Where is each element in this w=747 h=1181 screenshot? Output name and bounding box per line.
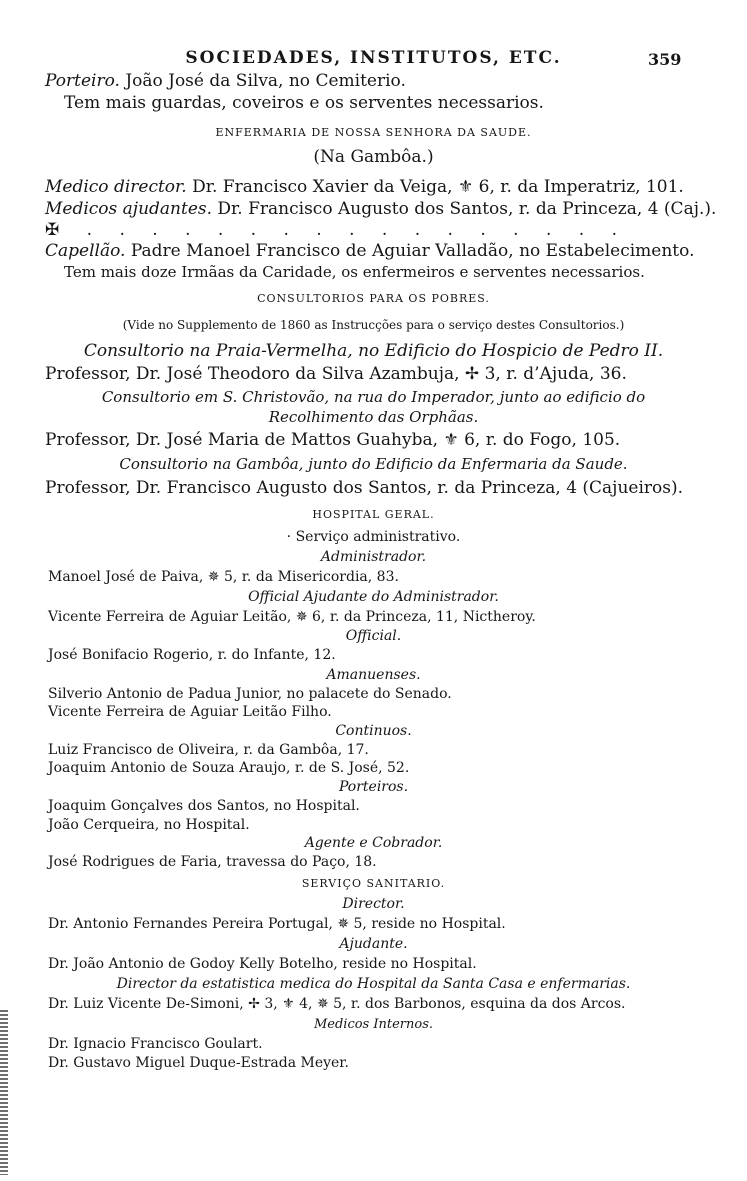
- medico-director-text: Dr. Francisco Xavier da Veiga,: [192, 177, 453, 197]
- staff-entry: João Cerqueira, no Hospital.: [48, 817, 250, 833]
- role-label: Official.: [345, 628, 402, 644]
- guardas-line: Tem mais guardas, coveiros e os serventes necessarios.: [64, 93, 544, 113]
- scan-binding-edge: [0, 1010, 8, 1175]
- capellao-text: Padre Manoel Francisco de Aguiar Valladão, no Estabelecimento.: [130, 241, 695, 261]
- staff-entry: Dr. Ignacio Francisco Goulart.: [48, 1036, 263, 1052]
- role-label: Agente e Cobrador.: [304, 835, 443, 851]
- role-label: Porteiros.: [338, 779, 409, 795]
- role-label: Official Ajudante do Administrador.: [248, 589, 499, 605]
- staff-entry: José Rodrigues de Faria, travessa do Paço, 18.: [48, 854, 377, 870]
- medicos-ajudantes-label: Medicos ajudantes.: [45, 199, 213, 219]
- consultorio-title-cont: Recolhimento das Orphãas.: [268, 408, 479, 426]
- enfermaria-heading: ENFERMARIA DE NOSSA SENHORA DA SAUDE.: [215, 126, 532, 139]
- medico-director-line: [45, 179, 684, 196]
- consultorios-note: (Vide no Supplemento de 1860 as Instrucções para o serviço destes Consultorios.): [122, 318, 625, 332]
- staff-entry: Dr. João Antonio de Godoy Kelly Botelho, reside no Hospital.: [48, 956, 477, 972]
- staff-entry: Silverio Antonio de Padua Junior, no palacete do Senado.: [48, 686, 452, 702]
- capellao-label: Capellão.: [45, 241, 126, 261]
- role-label: Administrador.: [320, 549, 427, 565]
- staff-entry: Dr. Gustavo Miguel Duque-Estrada Meyer.: [48, 1055, 349, 1071]
- role-label: Amanuenses.: [326, 667, 421, 683]
- role-label: Continuos.: [335, 723, 412, 739]
- staff-entry: Vicente Ferreira de Aguiar Leitão, ✵ 6, r. da Princeza, 11, Nictheroy.: [48, 609, 536, 625]
- role-label: Director.: [342, 896, 405, 912]
- running-title: SOCIEDADES, INSTITUTOS, ETC.: [185, 48, 562, 68]
- medico-director-tail: 6, r. da Imperatriz, 101.: [478, 177, 684, 197]
- porteiro-line: [45, 73, 406, 90]
- staff-entry: Luiz Francisco de Oliveira, r. da Gambôa, 17.: [48, 742, 369, 758]
- order-decoration-icon: ⚜: [458, 177, 474, 197]
- irmas-line: Tem mais doze Irmãas da Caridade, os enfermeiros e serventes necessarios.: [64, 263, 645, 281]
- consultorio-title: Consultorio na Praia-Vermelha, no Edificio do Hospicio de Pedro II.: [83, 341, 664, 361]
- staff-entry: José Bonifacio Rogerio, r. do Infante, 12.: [48, 647, 336, 663]
- servico-sanitario-heading: SERVIÇO SANITARIO.: [301, 877, 446, 890]
- medicos-ajudantes-line: [45, 201, 716, 218]
- staff-entry: Dr. Luiz Vicente De-Simoni, ✢ 3, ⚜ 4, ✵ 5, r. dos Barbonos, esquina da dos Arcos.: [48, 996, 626, 1012]
- staff-entry: Vicente Ferreira de Aguiar Leitão Filho.: [48, 704, 332, 720]
- consultorio-professor: Professor, Dr. Francisco Augusto dos Santos, r. da Princeza, 4 (Cajueiros).: [45, 478, 684, 498]
- consultorios-heading: CONSULTORIOS PARA OS POBRES.: [257, 292, 490, 305]
- servico-administrativo: · Serviço administrativo.: [286, 529, 461, 545]
- capellao-line: [45, 243, 694, 260]
- consultorio-professor: Professor, Dr. José Theodoro da Silva Azambuja, ✢ 3, r. d’Ajuda, 36.: [45, 364, 627, 384]
- porteiro-text: João José da Silva, no Cemiterio.: [125, 71, 406, 91]
- consultorio-title: Consultorio em S. Christovão, na rua do Imperador, junto ao edificio do: [101, 388, 646, 406]
- consultorio-title: Consultorio na Gambôa, junto do Edificio da Enfermaria da Saude.: [119, 455, 628, 473]
- porteiro-label: Porteiro.: [45, 71, 120, 91]
- medico-director-label: Medico director.: [45, 177, 187, 197]
- staff-entry: Dr. Antonio Fernandes Pereira Portugal, ✵ 5, reside no Hospital.: [48, 916, 506, 932]
- role-label: Ajudante.: [339, 936, 408, 952]
- role-label: Medicos Internos.: [313, 1017, 434, 1032]
- consultorio-professor: Professor, Dr. José Maria de Mattos Guahyba, ⚜ 6, r. do Fogo, 105.: [45, 430, 621, 450]
- medicos-ajudantes-text: Dr. Francisco Augusto dos Santos, r. da Princeza, 4 (Caj.).: [217, 199, 717, 219]
- staff-entry: Manoel José de Paiva, ✵ 5, r. da Misericordia, 83.: [48, 569, 399, 585]
- page-number: 359: [648, 50, 682, 69]
- staff-entry: Joaquim Antonio de Souza Araujo, r. de S. José, 52.: [48, 760, 410, 776]
- staff-entry: Joaquim Gonçalves dos Santos, no Hospital.: [48, 798, 360, 814]
- hospital-heading: HOSPITAL GERAL.: [312, 508, 435, 521]
- ellipsis-row: ✠ . . . . . . . . . . . . . . . . .: [45, 220, 628, 240]
- enfermaria-subheading: (Na Gambôa.): [313, 147, 434, 167]
- role-label: Director da estatistica medica do Hospital da Santa Casa e enfermarias.: [116, 976, 631, 992]
